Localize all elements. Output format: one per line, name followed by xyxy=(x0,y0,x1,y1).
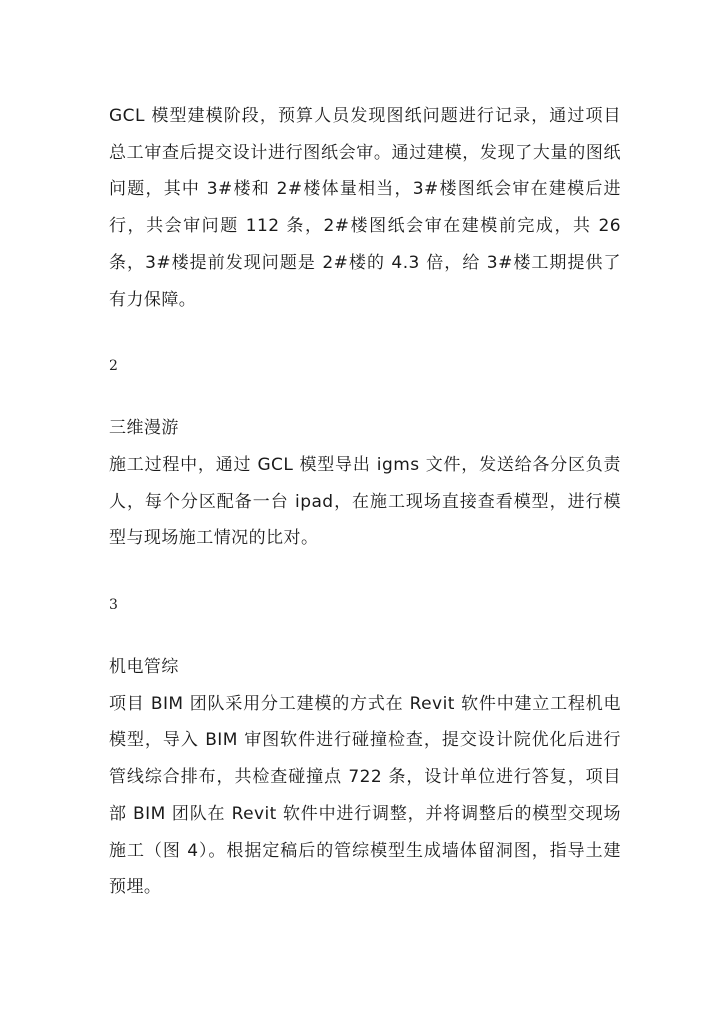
section-number-2: 2 xyxy=(109,358,118,375)
section-heading-3d-walkthrough: 三维漫游 xyxy=(109,418,179,439)
document-body xyxy=(109,98,621,906)
section-number-3: 3 xyxy=(109,597,118,614)
paragraph-gcl-modeling: GCL 模型建模阶段，预算人员发现图纸问题进行记录，通过项目总工审查后提交设计进行图纸会审。通过建模，发现了大量的图纸问题，其中 3#楼和 2#楼体量相当，3#楼图纸会审在建模后进行，共会审问题 112 条，2#楼图纸会审在建模前完成，共 26 条，3#楼提前发现问题是 2#楼的 4.3 倍，给 3#楼工期提供了有力保障。 xyxy=(109,106,621,310)
paragraph-3d-walkthrough: 施工过程中，通过 GCL 模型导出 igms 文件，发送给各分区负责人，每个分区配备一台 ipad，在施工现场直接查看模型，进行模型与现场施工情况的比对。 xyxy=(109,454,621,549)
paragraph-mep-coordination: 项目 BIM 团队采用分工建模的方式在 Revit 软件中建立工程机电模型，导入 BIM 审图软件进行碰撞检查，提交设计院优化后进行管线综合排布，共检查碰撞点 722 条，设计单位进行答复，项目部 BIM 团队在 Revit 软件中进行调整，并将调整后的模型交现场施工（图 4）。根据定稿后的管综模型生成墙体留洞图，指导土建预埋。 xyxy=(109,693,621,898)
section-heading-mep-coordination: 机电管综 xyxy=(109,657,179,678)
